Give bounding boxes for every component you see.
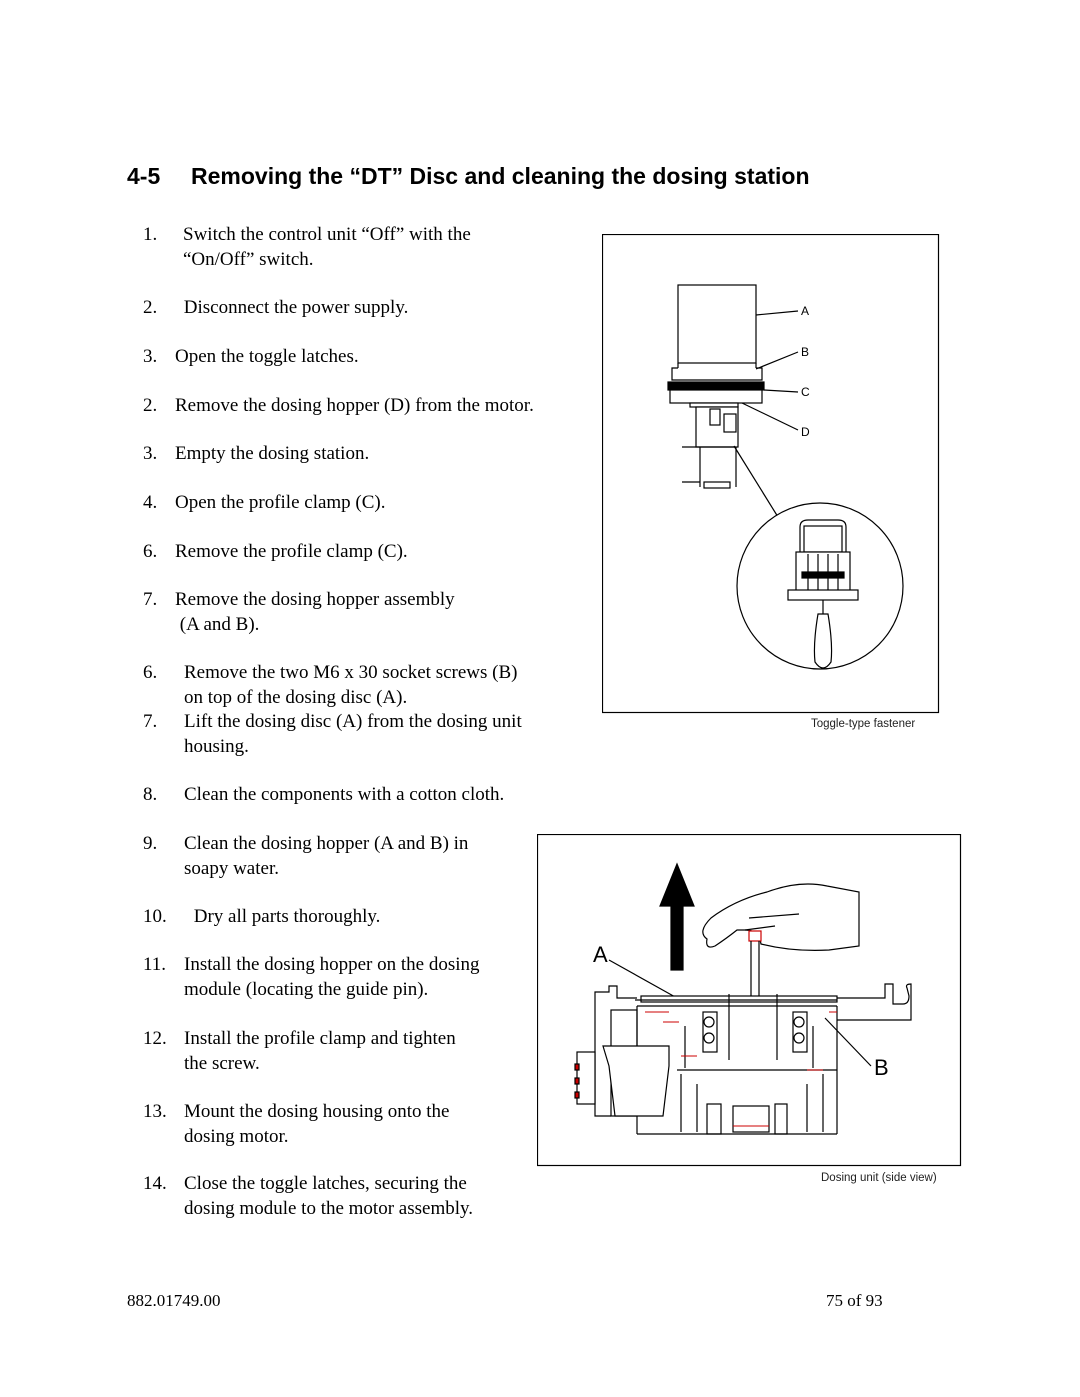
instruction-step bbox=[143, 661, 593, 710]
step-number: 8. bbox=[143, 784, 158, 805]
step-text: “On/Off” switch. bbox=[183, 248, 314, 270]
instruction-step bbox=[143, 296, 593, 321]
instruction-step bbox=[143, 345, 593, 370]
step-text: Lift the dosing disc (A) from the dosing unit bbox=[184, 711, 522, 732]
step-number: 3. bbox=[143, 443, 158, 464]
label-d: D bbox=[801, 425, 810, 439]
instruction-step bbox=[143, 394, 593, 419]
step-text: Mount the dosing housing onto the bbox=[184, 1101, 450, 1122]
figure1-caption: Toggle-type fastener bbox=[811, 718, 916, 730]
instruction-step bbox=[143, 832, 593, 881]
instruction-step bbox=[143, 491, 593, 516]
step-text: Switch the control unit “Off” with the bbox=[183, 224, 471, 245]
section-title: Removing the “DT” Disc and cleaning the dosing station bbox=[191, 163, 810, 189]
step-number: 6. bbox=[143, 541, 158, 562]
instruction-step bbox=[143, 783, 593, 808]
step-text: Install the profile clamp and tighten bbox=[184, 1028, 456, 1049]
label-c: C bbox=[801, 385, 810, 399]
step-text: Install the dosing hopper on the dosing bbox=[184, 954, 480, 975]
step-text: Disconnect the power supply. bbox=[179, 297, 409, 318]
step-text: Clean the dosing hopper (A and B) in bbox=[184, 833, 469, 854]
step-text: the screw. bbox=[184, 1052, 260, 1074]
instruction-step bbox=[143, 953, 593, 1002]
instruction-step bbox=[143, 905, 593, 930]
step-number: 12. bbox=[143, 1028, 167, 1049]
label-b: B bbox=[874, 1055, 889, 1080]
step-text: Close the toggle latches, securing the bbox=[184, 1173, 467, 1194]
step-text: dosing motor. bbox=[184, 1125, 289, 1147]
step-text: on top of the dosing disc (A). bbox=[184, 686, 408, 708]
step-text: housing. bbox=[184, 735, 249, 757]
instruction-step bbox=[143, 1172, 593, 1221]
step-text: Dry all parts thoroughly. bbox=[189, 906, 381, 927]
step-number: 9. bbox=[143, 833, 158, 854]
step-number: 1. bbox=[143, 224, 158, 245]
step-text: Remove the dosing hopper (D) from the motor. bbox=[175, 395, 534, 416]
step-text: module (locating the guide pin). bbox=[184, 978, 429, 1000]
step-number: 7. bbox=[143, 589, 158, 610]
label-a: A bbox=[801, 304, 810, 318]
step-number: 10. bbox=[143, 906, 167, 927]
step-text: (A and B). bbox=[175, 613, 260, 635]
step-number: 7. bbox=[143, 711, 158, 732]
section-heading bbox=[127, 160, 810, 192]
step-number: 6. bbox=[143, 662, 158, 683]
label-a: A bbox=[593, 942, 608, 967]
section-number: 4-5 bbox=[127, 163, 161, 189]
instruction-step bbox=[143, 1027, 593, 1076]
document-number: 882.01749.00 bbox=[127, 1291, 221, 1310]
figure2-caption: Dosing unit (side view) bbox=[821, 1172, 937, 1184]
toggle-fastener-figure bbox=[602, 234, 940, 714]
step-text: Open the profile clamp (C). bbox=[175, 492, 386, 513]
step-number: 2. bbox=[143, 395, 158, 416]
step-number: 13. bbox=[143, 1101, 167, 1122]
step-number: 11. bbox=[143, 954, 167, 975]
step-number: 4. bbox=[143, 492, 158, 513]
step-text: soapy water. bbox=[184, 857, 279, 879]
step-number: 2. bbox=[143, 297, 158, 318]
step-text: Remove the profile clamp (C). bbox=[175, 541, 408, 562]
instruction-step bbox=[143, 1100, 593, 1149]
instruction-step bbox=[143, 710, 593, 759]
instruction-step bbox=[143, 442, 593, 467]
step-text: dosing module to the motor assembly. bbox=[184, 1197, 474, 1219]
label-b: B bbox=[801, 345, 810, 359]
instruction-step bbox=[143, 588, 593, 637]
page-number: 75 of 93 bbox=[826, 1291, 883, 1310]
instruction-step bbox=[143, 540, 593, 565]
step-number: 3. bbox=[143, 346, 158, 367]
step-text: Empty the dosing station. bbox=[175, 443, 370, 464]
step-text: Open the toggle latches. bbox=[175, 346, 359, 367]
instruction-step bbox=[143, 223, 593, 272]
step-text: Clean the components with a cotton cloth. bbox=[184, 784, 505, 805]
step-text: Remove the two M6 x 30 socket screws (B) bbox=[184, 662, 518, 683]
dosing-unit-figure bbox=[537, 834, 962, 1167]
step-number: 14. bbox=[143, 1173, 167, 1194]
step-text: Remove the dosing hopper assembly bbox=[175, 589, 455, 610]
